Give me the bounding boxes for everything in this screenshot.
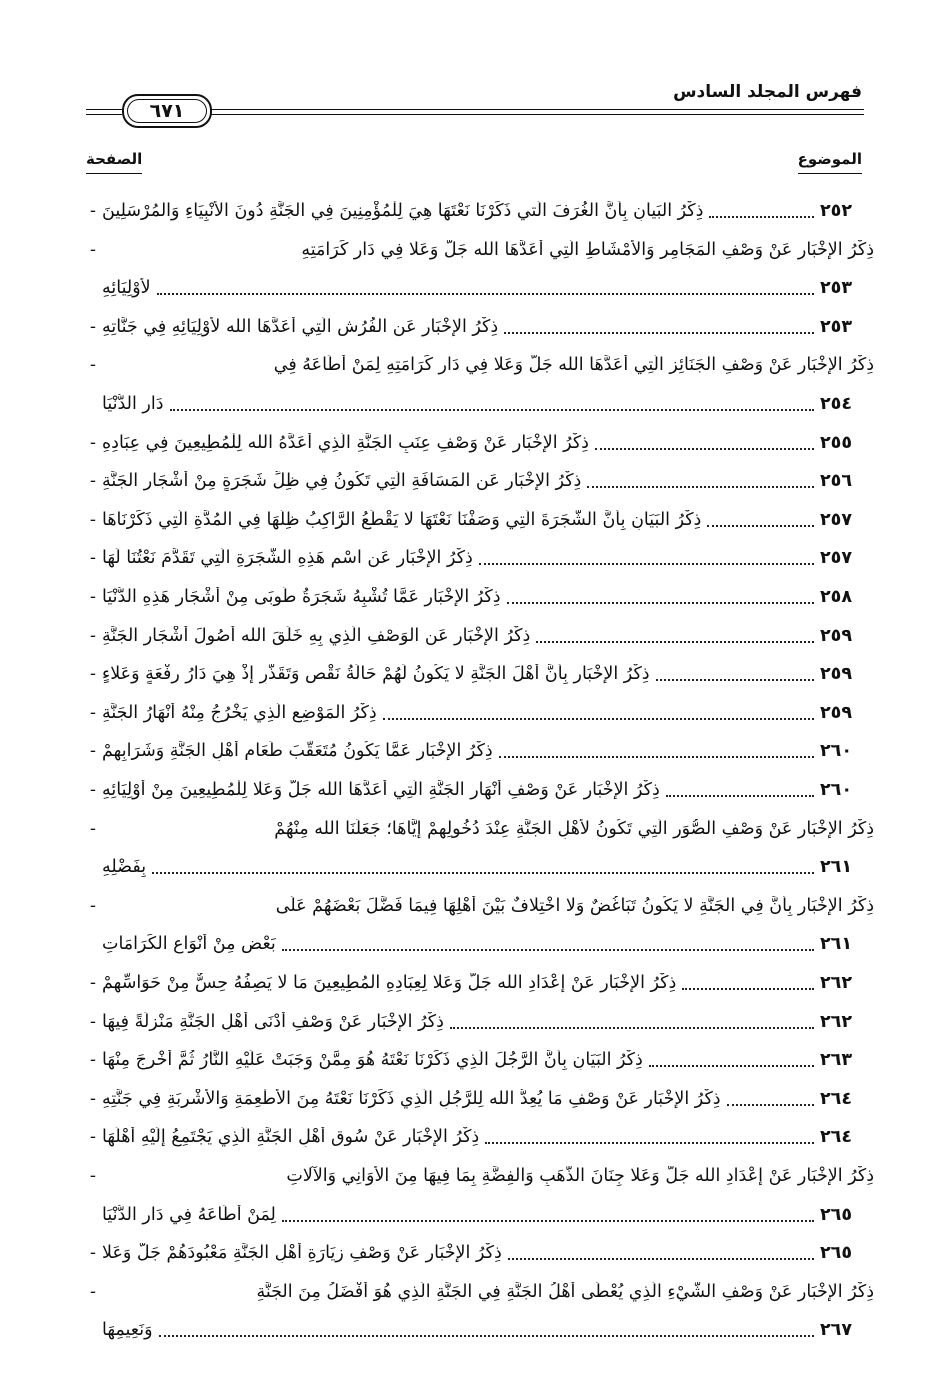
entry-bullet: - — [89, 355, 97, 376]
entry-page-number: ٢٥٩ — [820, 702, 853, 723]
entry-text: بِفَضْلِهِ — [102, 857, 147, 878]
entry-text: ذِكْرُ الإِخْبَارِ بِأَنَّ فِي الجَنَّةِ لا يَكُونُ تَبَاغُضٌ وَلا اخْتِلافٌ بَيْنَ أَهْلِهَا فِيمَا فَضَّلَ بَعْضَهُمْ عَلَى — [275, 895, 874, 916]
entry-page-number: ٢٥٩ — [820, 625, 853, 646]
entry-bullet: - — [89, 471, 97, 492]
index-entry-line — [84, 462, 874, 500]
index-entry-line — [84, 346, 874, 384]
header-rule-right-2 — [210, 114, 864, 115]
entry-text: ذِكْرُ الإِخْبَارِ بِأَنَّ أَهْلَ الجَنَّةِ لا يَكُونُ لَهُمْ حَالَةُ نَقْصٍ وَتَقَذُّرٍ إِذْ هِيَ دَارُ رِفْعَةٍ وَعَلاءٍ — [102, 664, 650, 685]
index-entry-line — [84, 1003, 874, 1041]
index-entry-line — [84, 887, 874, 925]
index-entry-line — [84, 1234, 874, 1272]
entry-bullet: - — [89, 702, 97, 723]
entry-page-number: ٢٥٦ — [820, 471, 853, 492]
entry-page-number: ٢٥٧ — [820, 509, 853, 530]
entry-page-number: ٢٦٠ — [820, 780, 853, 800]
header-rule-right — [210, 109, 864, 110]
entry-page-number: ٢٦٠ — [820, 741, 853, 762]
dot-leader — [709, 216, 814, 218]
entry-text: ذِكْرُ الإِخْبَارِ عَنْ وَصْفِ أَنْهَارِ الجَنَّةِ الَّتِي أَعَدَّهَا الله جَلَّ وَعَلا لِلْمُطِيعِينَ مِنْ أَوْلِيَائِهِ — [102, 780, 660, 800]
entry-page-number: ٢٦٥ — [820, 1204, 853, 1225]
index-entry-line — [84, 925, 874, 963]
index-entry-line — [84, 539, 874, 577]
page-number: ٦٧١ — [149, 100, 185, 122]
entry-page-number: ٢٦٤ — [820, 1088, 853, 1109]
entry-text: وَنَعِيمِهَا — [102, 1320, 153, 1341]
page-header-title: فهرس المجلد السادس — [673, 82, 862, 102]
dot-leader — [157, 293, 814, 295]
index-entry-line — [84, 578, 874, 616]
entry-text: ذِكْرُ الإِخْبَارِ عَنْ وَصْفِ المَجَامِرِ وَالأَمْشَاطِ الَّتِي أَعَدَّهَا الله جَلَّ وَعَلا فِي دَارِ كَرَامَتِهِ — [301, 239, 874, 260]
entry-text: ذِكْرُ البَيَانِ بِأَنَّ الرَّجُلَ الَّذِي ذَكَرْنَا نَعْتَهُ هُوَ مِمَّنْ وَجَبَتْ عَلَيْهِ النَّارُ ثُمَّ أُخْرِجَ مِنْهَا — [102, 1050, 643, 1071]
entry-text: ذِكْرُ المَوْضِعِ الَّذِي يَخْرُجُ مِنْهُ أَنْهَارُ الجَنَّةِ — [102, 702, 377, 723]
entry-page-number: ٢٥٥ — [820, 432, 853, 453]
entry-page-number: ٢٥٤ — [820, 394, 853, 414]
index-entry-line — [84, 501, 874, 539]
entry-page-number: ٢٥٨ — [820, 587, 853, 607]
entry-bullet: - — [89, 1243, 97, 1264]
index-entry-line — [84, 771, 874, 809]
index-entry-line — [84, 964, 874, 1002]
page-column-heading: الصفحة — [86, 150, 142, 174]
index-entry-line — [84, 308, 874, 346]
entry-page-number: ٢٥٩ — [820, 664, 853, 685]
dot-leader — [507, 602, 814, 604]
entry-bullet: - — [89, 895, 97, 916]
dot-leader — [282, 1220, 814, 1222]
dot-leader — [159, 1335, 814, 1337]
entry-text: ذِكْرُ الإِخْبَارِ عَنِ اسْمِ هَذِهِ الشَّجَرَةِ الَّتِي تَقَدَّمَ نَعْتُنَا لَهَا — [102, 548, 473, 569]
index-entry-line — [84, 1041, 874, 1079]
dot-leader — [282, 949, 814, 951]
entry-text: ذِكْرُ الإِخْبَارِ عَمَّا يَكُونُ مُتَعَقَّبَ طَعَامِ أَهْلِ الجَنَّةِ وَشَرَابِهِمْ — [102, 741, 493, 762]
dot-leader — [485, 1142, 814, 1144]
dot-leader — [682, 988, 814, 990]
entry-text: ذِكْرُ الإِخْبَارِ عَنِ الفُرُشِ الَّتِي أَعَدَّهَا الله لأَوْلِيَائِهِ فِي جَنَّاتِهِ — [102, 316, 499, 337]
entry-page-number: ٢٦١ — [820, 857, 853, 878]
entry-text: ذِكْرُ الإِخْبَارِ عَنْ إِعْدَادِ الله جَلَّ وَعَلا لِعِبَادِهِ المُطِيعِينَ مَا لا يَصِفُهُ حِسٌّ مِنْ حَوَاسِّهِمْ — [102, 973, 677, 993]
index-entry-line — [84, 732, 874, 770]
entry-bullet: - — [89, 316, 97, 337]
index-entry-line — [84, 424, 874, 462]
index-entry-line — [84, 269, 874, 307]
index-entry-line — [84, 231, 874, 269]
index-entry-line — [84, 1157, 874, 1195]
index-entry-line — [84, 192, 874, 230]
topic-column-heading: الموضوع — [798, 150, 862, 174]
entry-text: ذِكْرُ الإِخْبَارِ عَنْ إِعْدَادِ الله جَلَّ وَعَلا جِنَانَ الذَّهَبِ وَالفِضَّةِ بِمَا فِيهَا مِنَ الأَوَانِي وَالآلاتِ — [286, 1166, 874, 1186]
entry-bullet: - — [89, 664, 97, 685]
entry-bullet: - — [89, 741, 97, 762]
dot-leader — [587, 486, 814, 488]
index-entry-line — [84, 385, 874, 423]
entry-bullet: - — [89, 548, 97, 569]
entry-bullet: - — [89, 625, 97, 646]
entry-text: ذِكْرُ الإِخْبَارِ عَنْ وَصْفِ عِنَبِ الجَنَّةِ الَّذِي أَعَدَّهُ الله لِلْمُطِيعِينَ فِي عِبَادِهِ — [102, 432, 589, 453]
dot-leader — [656, 679, 814, 681]
entry-bullet: - — [89, 201, 97, 221]
entry-text: لِمَنْ أَطَاعَهُ فِي دَارِ الدُّنْيَا — [102, 1204, 276, 1225]
dot-leader — [479, 563, 814, 565]
entry-page-number: ٢٥٧ — [820, 548, 853, 569]
dot-leader — [727, 1104, 814, 1106]
index-entry-line — [84, 655, 874, 693]
entry-bullet: - — [89, 509, 97, 530]
dot-leader — [450, 1027, 814, 1029]
entry-text: ذِكْرُ الإِخْبَارِ عَنِ المَسَافَةِ الَّتِي تَكُونُ فِي ظِلِّ شَجَرَةٍ مِنْ أَشْجَارِ الجَنَّةِ — [102, 471, 582, 492]
entry-text: ذِكْرُ البَيَانِ بِأَنَّ الشَّجَرَةَ الَّتِي وَصَفْنَا نَعْتَهَا لا يَقْطَعُ الرَّاكِبُ ظِلَّهَا فِي المُدَّةِ الَّتِي ذَكَرْنَاهَا — [102, 509, 702, 530]
entry-bullet: - — [89, 973, 97, 993]
entry-bullet: - — [89, 818, 97, 839]
entry-bullet: - — [89, 780, 97, 800]
entry-text: ذِكْرُ الإِخْبَارِ عَمَّا تُشْبِهُ شَجَرَةُ طُوبَى مِنْ أَشْجَارِ هَذِهِ الدُّنْيَا — [102, 587, 501, 607]
header-rule-left — [86, 109, 122, 110]
header-rule-left-2 — [86, 114, 122, 115]
entry-bullet: - — [89, 1127, 97, 1148]
entry-page-number: ٢٦٥ — [820, 1243, 853, 1264]
page-number-box — [122, 94, 212, 128]
entry-bullet: - — [89, 1050, 97, 1071]
index-entry-line — [84, 694, 874, 732]
index-entry-line — [84, 810, 874, 848]
dot-leader — [170, 409, 814, 411]
entry-text: ذِكْرُ الإِخْبَارِ عَنْ وَصْفِ الجَنَائِزِ الَّتِي أَعَدَّهَا الله جَلَّ وَعَلا فِي دَارِ كَرَامَتِهِ لِمَنْ أَطَاعَهُ فِي — [273, 355, 874, 376]
entry-page-number: ٢٦٣ — [820, 1050, 853, 1071]
dot-leader — [499, 756, 814, 758]
entry-page-number: ٢٥٣ — [820, 316, 853, 337]
dot-leader — [504, 332, 814, 334]
dot-leader — [666, 795, 814, 797]
entry-text: ذِكْرُ الإِخْبَارِ عَنْ وَصْفِ أَدْنَى أَهْلِ الجَنَّةِ مَنْزِلَةً فِيهَا — [102, 1011, 444, 1032]
entry-text: دَارِ الدُّنْيَا — [102, 394, 164, 414]
entry-bullet: - — [89, 239, 97, 260]
entry-page-number: ٢٦٧ — [820, 1320, 853, 1341]
dot-leader — [595, 448, 814, 450]
dot-leader — [707, 525, 814, 527]
entry-bullet: - — [89, 1166, 97, 1186]
entry-page-number: ٢٥٣ — [820, 278, 853, 299]
entry-text: ذِكْرُ الإِخْبَارِ عَنْ وَصْفِ مَا يُعِدُّ الله لِلرَّجُلِ الَّذِي ذَكَرْنَا نَعْتَهُ مِنَ الأَطْعِمَةِ وَالأَشْرِبَةِ فِي جَنَّتِهِ — [102, 1088, 721, 1109]
entry-bullet: - — [89, 432, 97, 453]
index-entry-line — [84, 1196, 874, 1234]
entry-text: ذِكْرُ الإِخْبَارِ عَنْ وَصْفِ الشَّيْءِ الَّذِي يُعْطَى أَهْلُ الجَنَّةِ فِي الجَنَّةِ الَّذِي هُوَ أَفْضَلُ مِنَ الجَنَّةِ — [256, 1281, 874, 1302]
dot-leader — [383, 718, 814, 720]
entry-bullet: - — [89, 1281, 97, 1302]
dot-leader — [536, 641, 814, 643]
entry-text: لأَوْلِيَائِهِ — [102, 278, 151, 299]
entry-text: ذِكْرُ البَيانِ بِأَنَّ الغُرَفَ الَّتي ذَكَرْنَا نَعْتَهَا هِيَ لِلْمُؤْمِنِينَ فِي الجَنَّةِ دُونَ الأَنْبِيَاءِ وَالمُرْسَلِينَ — [102, 201, 704, 221]
entry-bullet: - — [89, 1011, 97, 1032]
entry-text: ذِكْرُ الإِخْبَارِ عَنِ الوَصْفِ الَّذِي بِهِ خَلَقَ الله أُصُولَ أَشْجَارِ الجَنَّةِ — [102, 625, 531, 646]
index-entry-line — [84, 1311, 874, 1349]
index-entry-line — [84, 617, 874, 655]
index-entry-line — [84, 1273, 874, 1311]
dot-leader — [152, 872, 814, 874]
entry-page-number: ٢٦٤ — [820, 1127, 853, 1148]
entry-bullet: - — [89, 587, 97, 607]
dot-leader — [649, 1065, 814, 1067]
entry-text: بَعْضٍ مِنْ أَنْوَاعِ الكَرَامَاتِ — [102, 934, 276, 955]
entry-text: ذِكْرُ الإِخْبَارِ عَنْ سُوقِ أَهْلِ الجَنَّةِ الَّذِي يَجْتَمِعُ إِلَيْهِ أَهْلُهَا — [102, 1127, 480, 1148]
entry-page-number: ٢٥٢ — [820, 201, 853, 221]
index-entry-line — [84, 848, 874, 886]
entry-page-number: ٢٦٢ — [820, 973, 853, 993]
entry-page-number: ٢٦١ — [820, 934, 853, 955]
index-entry-line — [84, 1080, 874, 1118]
entry-text: ذِكْرُ الإِخْبَارِ عَنْ وَصْفِ الصُّوَرِ الَّتِي تَكُونُ لأَهْلِ الجَنَّةِ عِنْدَ دُخُولِهِمْ إِيَّاهَا؛ جَعَلَنَا الله مِنْهُمْ — [274, 818, 874, 839]
dot-leader — [508, 1258, 814, 1260]
entry-bullet: - — [89, 1088, 97, 1109]
entry-page-number: ٢٦٢ — [820, 1011, 853, 1032]
entry-text: ذِكْرُ الإِخْبَارِ عَنْ وَصْفِ زِيَارَةِ أَهْلِ الجَنَّةِ مَعْبُودَهُمْ جَلَّ وَعَلا — [102, 1243, 502, 1264]
index-entry-line — [84, 1118, 874, 1156]
